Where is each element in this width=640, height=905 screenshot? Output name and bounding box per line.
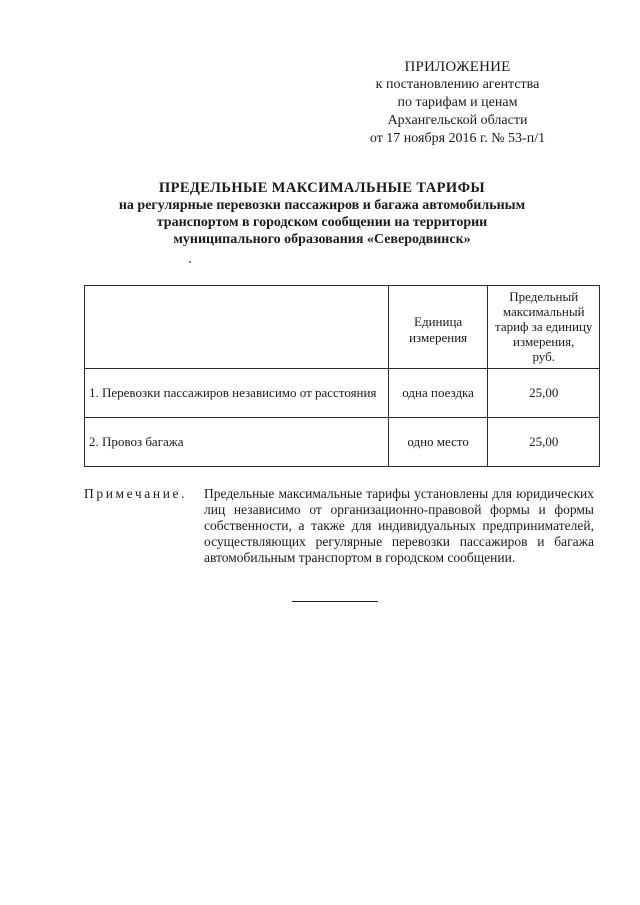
unit-cell: одно место [388, 418, 488, 467]
header-cell-tariff [488, 286, 600, 369]
appendix-line: Архангельской области [387, 113, 528, 128]
service-name-cell: 1. Перевозки пассажиров независимо от расстояния [85, 369, 389, 418]
header-unit-line: измерения [409, 330, 468, 345]
note-text: Предельные максимальные тарифы установлены для юридических лиц независимо от организационно-правовой формы и формы собственности, а также для индивидуальных предпринимателей, осуществляющих регулярные перевозки пассажиров и багажа автомобильным транспортом в городском сообщении. [204, 486, 594, 565]
header-unit-line: Единица [414, 314, 463, 329]
appendix-heading: ПРИЛОЖЕНИЕ [404, 59, 511, 75]
title-main: ПРЕДЕЛЬНЫЕ МАКСИМАЛЬНЫЕ ТАРИФЫ [158, 180, 486, 196]
appendix-block [355, 58, 560, 148]
header-tariff-line: измерения, [513, 334, 575, 349]
appendix-line: по тарифам и ценам [397, 95, 518, 110]
header-tariff-line: тариф за единицу [494, 319, 593, 334]
header-cell-service [85, 286, 389, 369]
price-cell: 25,00 [488, 369, 600, 418]
table-row [85, 369, 600, 418]
price-cell: 25,00 [488, 418, 600, 467]
table-header-row [85, 286, 600, 369]
note-label: Примечание. [84, 486, 188, 501]
scan-speck [189, 261, 191, 263]
title-subline: на регулярные перевозки пассажиров и багажа автомобильным [118, 198, 526, 213]
header-tariff-line: максимальный [502, 304, 585, 319]
header-tariff-line: Предельный [509, 289, 579, 304]
header-cell-unit [388, 286, 488, 369]
service-name-cell: 2. Провоз багажа [85, 418, 389, 467]
document-title [80, 180, 564, 248]
header-tariff-line: руб. [532, 349, 555, 364]
title-subline: транспортом в городском сообщении на территории [156, 215, 488, 230]
unit-cell: одна поездка [388, 369, 488, 418]
appendix-line: к постановлению агентства [375, 77, 540, 92]
title-subline: муниципального образования «Северодвинск» [173, 232, 471, 247]
appendix-date-line: от 17 ноября 2016 г. № 53-п/1 [369, 131, 546, 146]
closing-divider [292, 601, 378, 602]
tariff-table [84, 285, 600, 467]
table-row [85, 418, 600, 467]
